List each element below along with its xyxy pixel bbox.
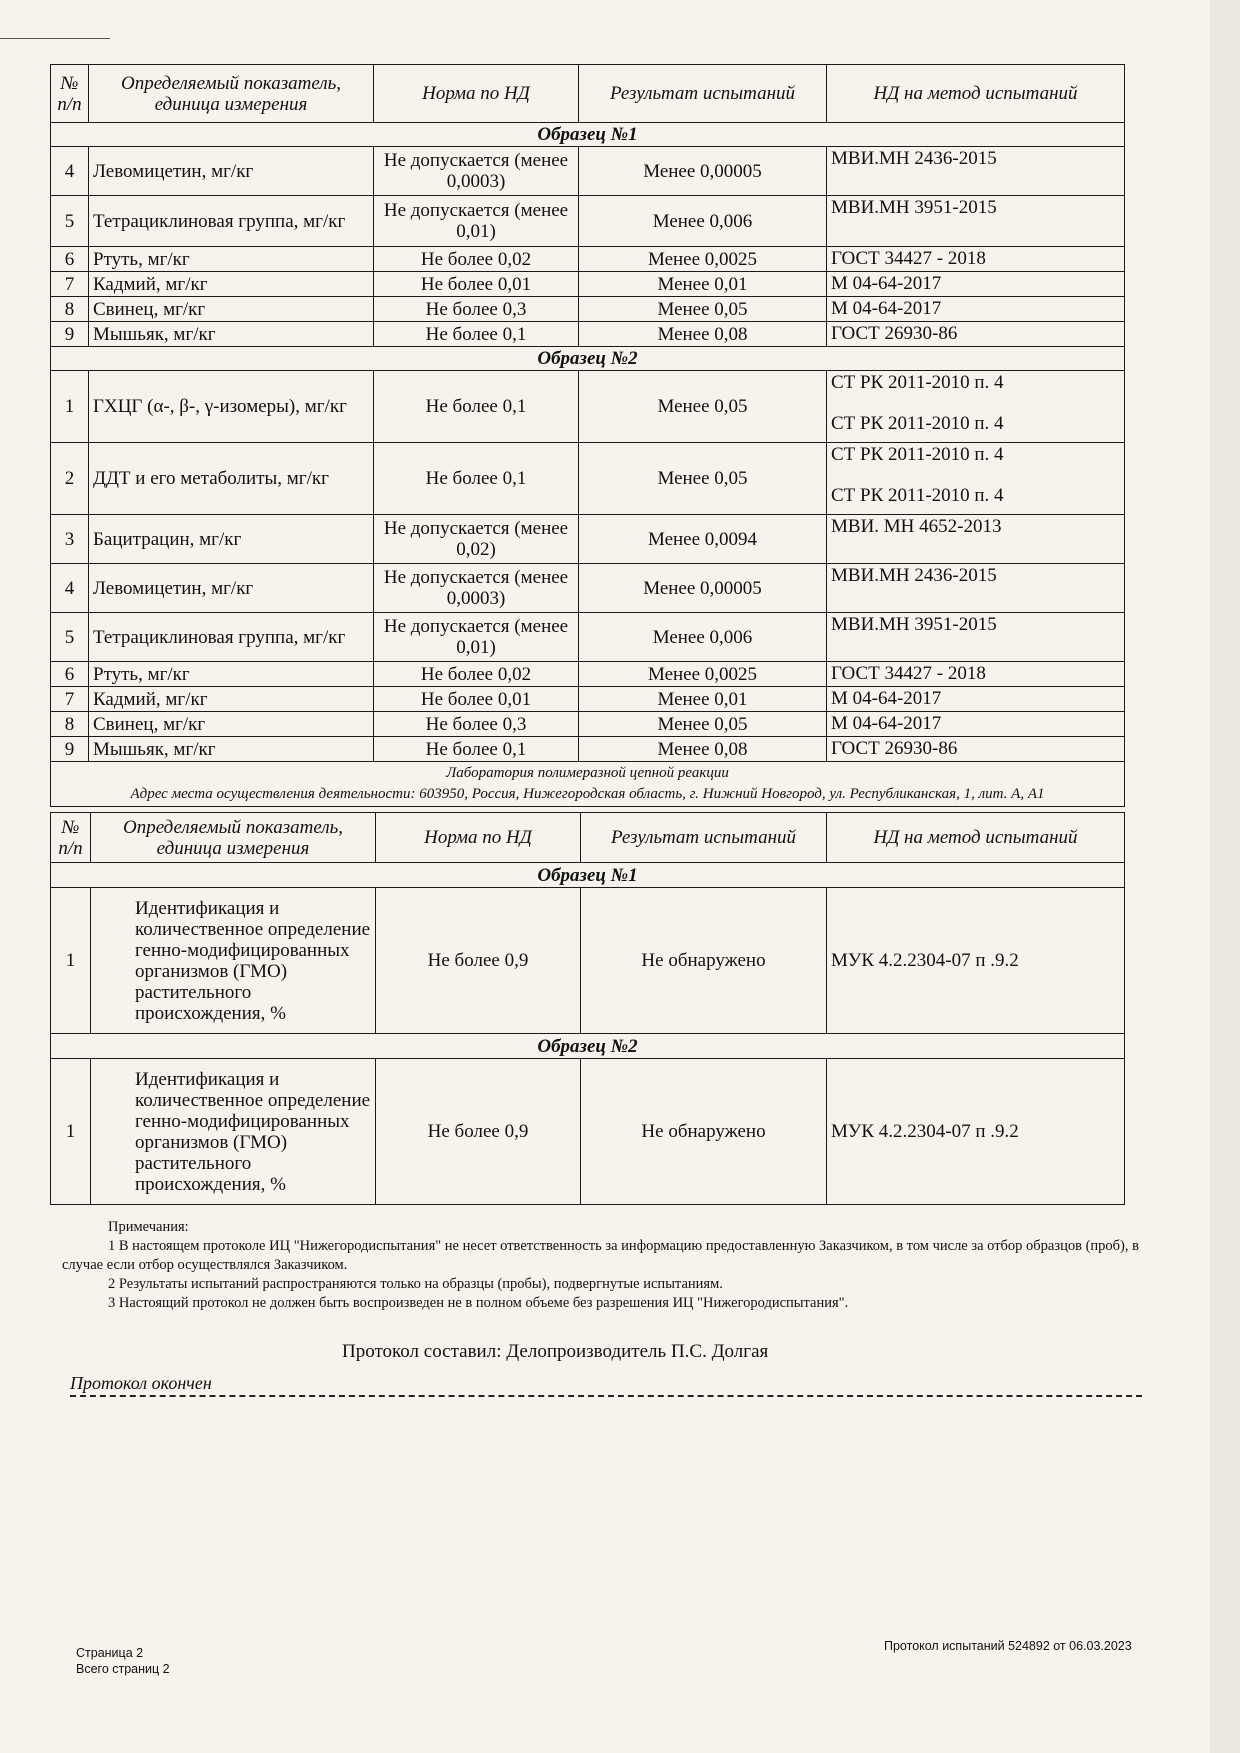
row-indicator: Свинец, мг/кг	[89, 712, 374, 737]
header-num: № п/п	[51, 65, 89, 123]
row-num: 6	[51, 662, 89, 687]
row-indicator: Кадмий, мг/кг	[89, 272, 374, 297]
note-2: 2 Результаты испытаний распространяются только на образцы (пробы), подвергнутые испытаниям.	[108, 1276, 723, 1292]
row-indicator: ГХЦГ (α-, β-, γ-изомеры), мг/кг	[89, 371, 374, 443]
header-indicator: Определяемый показатель, единица измерения	[91, 813, 376, 863]
row-indicator: Бацитрацин, мг/кг	[89, 515, 374, 564]
row-norm: Не более 0,01	[374, 272, 579, 297]
row-norm: Не более 0,1	[374, 443, 579, 515]
table-row	[51, 564, 1125, 613]
row-indicator: Мышьяк, мг/кг	[89, 737, 374, 762]
table-header-row	[51, 65, 1125, 123]
row-num: 5	[51, 613, 89, 662]
row-norm: Не более 0,9	[376, 888, 581, 1034]
table-row	[51, 687, 1125, 712]
row-method: М 04-64-2017	[827, 272, 1125, 297]
page-number: Страница 2	[76, 1646, 144, 1660]
row-method: ГОСТ 34427 - 2018	[827, 247, 1125, 272]
row-indicator: Ртуть, мг/кг	[89, 247, 374, 272]
section-title: Образец №2	[51, 347, 1125, 371]
row-method: ГОСТ 26930-86	[827, 322, 1125, 347]
table-row	[51, 196, 1125, 247]
row-num: 9	[51, 322, 89, 347]
section-title: Образец №1	[51, 123, 1125, 147]
lab-info	[51, 762, 1125, 807]
row-num: 1	[51, 1059, 91, 1205]
row-norm: Не более 0,02	[374, 662, 579, 687]
row-indicator: Левомицетин, мг/кг	[89, 147, 374, 196]
notes-block	[62, 1218, 1142, 1313]
scan-edge	[1210, 0, 1240, 1753]
table-row	[51, 888, 1125, 1034]
row-num: 5	[51, 196, 89, 247]
row-method: М 04-64-2017	[827, 712, 1125, 737]
row-method: М 04-64-2017	[827, 297, 1125, 322]
header-result: Результат испытаний	[579, 65, 827, 123]
table-row	[51, 322, 1125, 347]
row-method-line: СТ РК 2011-2010 п. 4	[831, 372, 1004, 393]
row-indicator: Тетрациклиновая группа, мг/кг	[89, 613, 374, 662]
row-result: Менее 0,00005	[579, 564, 827, 613]
row-result: Менее 0,08	[579, 737, 827, 762]
row-indicator: Мышьяк, мг/кг	[89, 322, 374, 347]
protocol-reference: Протокол испытаний 524892 от 06.03.2023	[884, 1639, 1132, 1653]
section-title: Образец №2	[51, 1034, 1125, 1059]
row-method	[827, 443, 1125, 515]
row-num: 4	[51, 564, 89, 613]
row-method: ГОСТ 26930-86	[827, 737, 1125, 762]
row-method: МВИ.МН 3951-2015	[827, 196, 1125, 247]
page-info	[76, 1645, 170, 1677]
row-method-line: СТ РК 2011-2010 п. 4	[831, 485, 1004, 506]
row-num: 6	[51, 247, 89, 272]
note-3: 3 Настоящий протокол не должен быть воспроизведен не в полном объеме без разрешения ИЦ "Нижегородиспытания".	[108, 1295, 849, 1311]
row-result: Менее 0,0025	[579, 247, 827, 272]
table-row	[51, 613, 1125, 662]
row-indicator: ДДТ и его метаболиты, мг/кг	[89, 443, 374, 515]
row-num: 9	[51, 737, 89, 762]
row-num: 2	[51, 443, 89, 515]
row-method-line: СТ РК 2011-2010 п. 4	[831, 444, 1004, 465]
row-num: 7	[51, 272, 89, 297]
row-result: Менее 0,006	[579, 613, 827, 662]
row-result: Менее 0,0094	[579, 515, 827, 564]
table-row	[51, 515, 1125, 564]
row-indicator: Ртуть, мг/кг	[89, 662, 374, 687]
results-table-1	[50, 64, 1125, 807]
table-row	[51, 272, 1125, 297]
table-row	[51, 443, 1125, 515]
lab-address: Адрес места осуществления деятельности: 603950, Россия, Нижегородская область, г. Нижний Новгород, ул. Республиканская, 1, лит. А, А1	[130, 786, 1045, 802]
row-indicator: Тетрациклиновая группа, мг/кг	[89, 196, 374, 247]
row-method: МВИ. МН 4652-2013	[827, 515, 1125, 564]
row-result: Не обнаружено	[581, 1059, 827, 1205]
row-method: ГОСТ 34427 - 2018	[827, 662, 1125, 687]
row-num: 1	[51, 371, 89, 443]
row-num: 8	[51, 297, 89, 322]
row-num: 1	[51, 888, 91, 1034]
row-method: МВИ.МН 2436-2015	[827, 147, 1125, 196]
row-indicator: Кадмий, мг/кг	[89, 687, 374, 712]
row-result: Менее 0,08	[579, 322, 827, 347]
row-norm: Не допускается (менее 0,01)	[374, 196, 579, 247]
row-result: Менее 0,05	[579, 371, 827, 443]
row-result: Менее 0,05	[579, 712, 827, 737]
table-row	[51, 147, 1125, 196]
row-norm: Не более 0,3	[374, 712, 579, 737]
note-1: 1 В настоящем протоколе ИЦ "Нижегородиспытания" не несет ответственность за информацию предоставленную Заказчиком, в том числе за отбор образцов (проб), в случае если отбор осуществлялся Заказчиком.	[62, 1238, 1139, 1273]
row-norm: Не более 0,3	[374, 297, 579, 322]
table-row	[51, 712, 1125, 737]
row-method-line: СТ РК 2011-2010 п. 4	[831, 413, 1004, 434]
row-norm: Не допускается (менее 0,0003)	[374, 564, 579, 613]
row-result: Менее 0,05	[579, 297, 827, 322]
row-num: 7	[51, 687, 89, 712]
row-norm: Не более 0,1	[374, 737, 579, 762]
row-result: Менее 0,00005	[579, 147, 827, 196]
row-norm: Не более 0,9	[376, 1059, 581, 1205]
table-header-row	[51, 813, 1125, 863]
row-result: Менее 0,05	[579, 443, 827, 515]
header-indicator: Определяемый показатель, единица измерения	[89, 65, 374, 123]
row-result: Менее 0,006	[579, 196, 827, 247]
lab-info-row	[51, 762, 1125, 807]
header-method: НД на метод испытаний	[827, 65, 1125, 123]
table-row	[51, 297, 1125, 322]
row-method: МУК 4.2.2304-07 п .9.2	[827, 888, 1125, 1034]
row-norm: Не более 0,02	[374, 247, 579, 272]
row-norm: Не более 0,01	[374, 687, 579, 712]
row-method: МУК 4.2.2304-07 п .9.2	[827, 1059, 1125, 1205]
section-title: Образец №1	[51, 863, 1125, 888]
row-norm: Не более 0,1	[374, 371, 579, 443]
header-result: Результат испытаний	[581, 813, 827, 863]
table-row	[51, 662, 1125, 687]
row-method: МВИ.МН 3951-2015	[827, 613, 1125, 662]
row-indicator: Свинец, мг/кг	[89, 297, 374, 322]
row-method: МВИ.МН 2436-2015	[827, 564, 1125, 613]
header-method: НД на метод испытаний	[827, 813, 1125, 863]
row-method: М 04-64-2017	[827, 687, 1125, 712]
row-norm: Не допускается (менее 0,0003)	[374, 147, 579, 196]
header-norm: Норма по НД	[374, 65, 579, 123]
row-method	[827, 371, 1125, 443]
row-norm: Не допускается (менее 0,02)	[374, 515, 579, 564]
results-table-2	[50, 812, 1125, 1205]
row-result: Не обнаружено	[581, 888, 827, 1034]
notes-title: Примечания:	[108, 1219, 189, 1235]
row-result: Менее 0,01	[579, 687, 827, 712]
table-row	[51, 371, 1125, 443]
compiled-by: Протокол составил: Делопроизводитель П.С. Долгая	[342, 1341, 769, 1362]
header-num: № п/п	[51, 813, 91, 863]
row-indicator: Левомицетин, мг/кг	[89, 564, 374, 613]
row-num: 4	[51, 147, 89, 196]
lab-name: Лаборатория полимеразной цепной реакции	[446, 765, 729, 781]
table-row	[51, 247, 1125, 272]
row-indicator: Идентификация и количественное определение генно-модифицированных организмов (ГМО) растительного происхождения, %	[91, 888, 376, 1034]
top-rule	[0, 38, 110, 39]
table-row	[51, 1059, 1125, 1205]
row-result: Менее 0,01	[579, 272, 827, 297]
row-num: 3	[51, 515, 89, 564]
row-result: Менее 0,0025	[579, 662, 827, 687]
row-norm: Не допускается (менее 0,01)	[374, 613, 579, 662]
protocol-end: Протокол окончен	[70, 1373, 1142, 1397]
row-indicator: Идентификация и количественное определение генно-модифицированных организмов (ГМО) растительного происхождения, %	[91, 1059, 376, 1205]
total-pages: Всего страниц 2	[76, 1662, 170, 1676]
header-norm: Норма по НД	[376, 813, 581, 863]
row-norm: Не более 0,1	[374, 322, 579, 347]
row-num: 8	[51, 712, 89, 737]
table-row	[51, 737, 1125, 762]
